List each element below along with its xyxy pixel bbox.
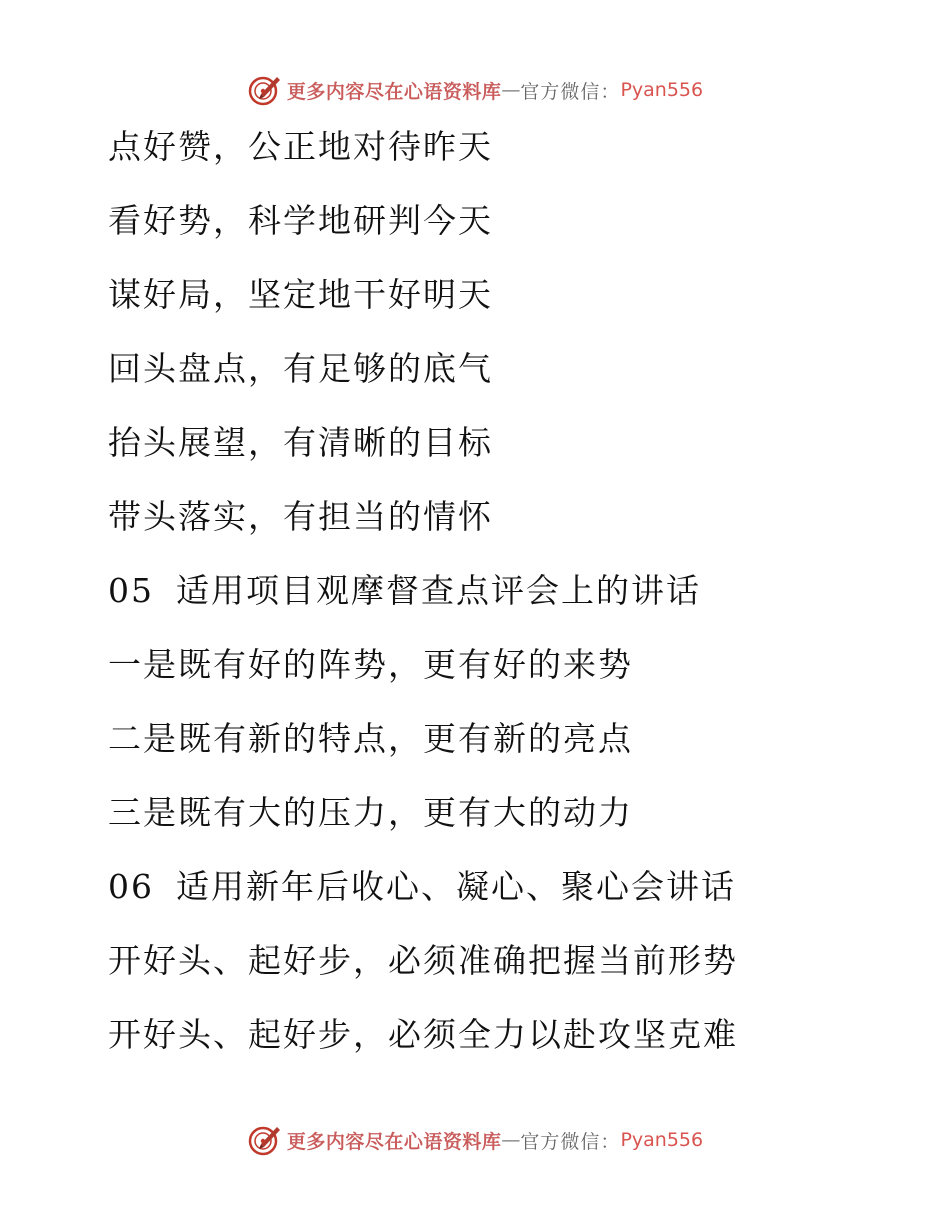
section-heading-text: 适用新年后收心、凝心、聚心会讲话 (176, 867, 736, 906)
text-line (108, 490, 908, 564)
line-text: 一是既有好的阵势，更有好的来势 (108, 645, 633, 684)
banner-wechat-label: 官方微信： (520, 1130, 621, 1153)
banner-wechat-id: Pyan556 (620, 79, 704, 101)
section-heading-text: 适用项目观摩督查点评会上的讲话 (176, 571, 701, 610)
text-line (108, 342, 908, 416)
pen-nib-logo-icon (247, 72, 283, 108)
banner-dash: — (501, 79, 521, 101)
pen-nib-logo-icon (247, 1122, 283, 1158)
banner-brand-text: 更多内容尽在心语资料库 (286, 80, 502, 103)
section-heading (108, 564, 908, 638)
text-line (108, 786, 908, 860)
line-text: 谋好局，坚定地干好明天 (108, 275, 493, 314)
section-number: 05 (108, 571, 154, 610)
banner-brand-text: 更多内容尽在心语资料库 (286, 1130, 502, 1153)
section-number: 06 (108, 867, 154, 906)
line-text: 看好势，科学地研判今天 (108, 201, 493, 240)
text-line (108, 1008, 908, 1082)
line-text: 开好头、起好步，必须准确把握当前形势 (108, 941, 738, 980)
line-text: 抬头展望，有清晰的目标 (108, 423, 493, 462)
line-text: 二是既有新的特点，更有新的亮点 (108, 719, 633, 758)
line-text: 点好赞，公正地对待昨天 (108, 127, 493, 166)
banner-dash: — (501, 1129, 521, 1151)
document-body (108, 120, 908, 1082)
text-line (108, 638, 908, 712)
text-line (108, 416, 908, 490)
text-line (108, 120, 908, 194)
text-line (108, 268, 908, 342)
line-text: 开好头、起好步，必须全力以赴攻坚克难 (108, 1015, 738, 1054)
banner-wechat-label: 官方微信： (520, 80, 621, 103)
text-line (108, 194, 908, 268)
line-text: 三是既有大的压力，更有大的动力 (108, 793, 633, 832)
banner-wechat-id: Pyan556 (620, 1129, 704, 1151)
header-banner (0, 68, 950, 112)
section-heading (108, 860, 908, 934)
text-line (108, 934, 908, 1008)
line-text: 带头落实，有担当的情怀 (108, 497, 493, 536)
line-text: 回头盘点，有足够的底气 (108, 349, 493, 388)
footer-banner (0, 1118, 950, 1162)
text-line (108, 712, 908, 786)
